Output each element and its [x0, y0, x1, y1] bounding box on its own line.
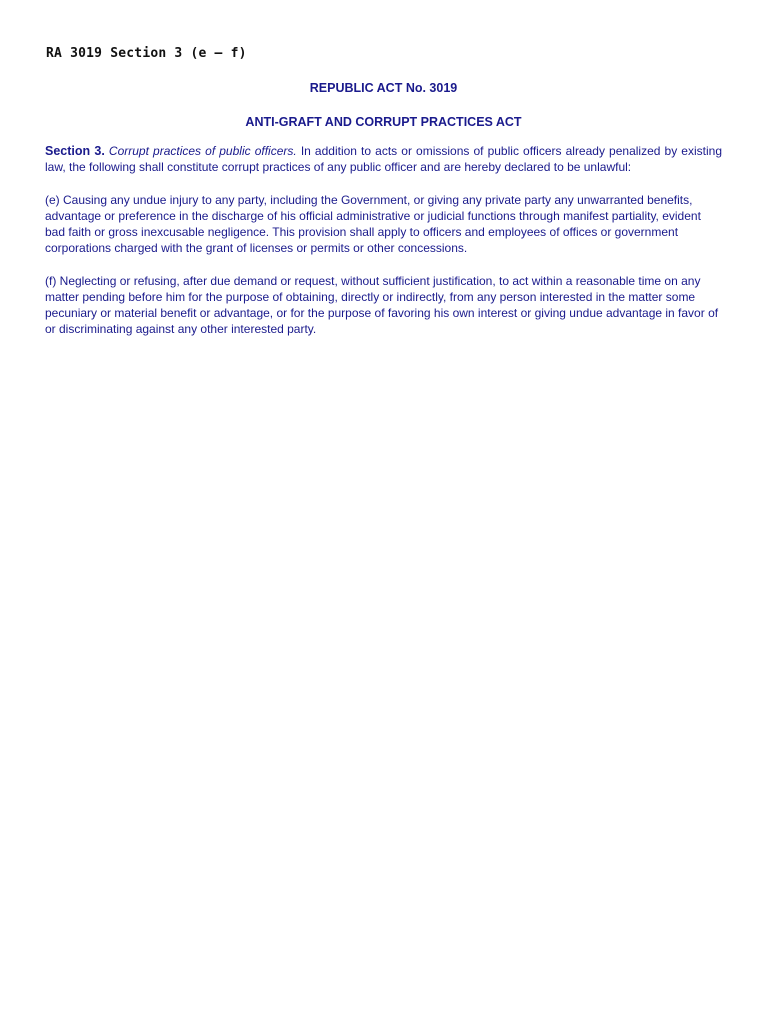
section-intro-text: In addition to acts or omissions of public officers already penalized by existing law, the following shall constitute corrupt practices of any public officer and are hereby declared to be unlawful: — [45, 144, 722, 174]
paragraph-e: (e) Causing any undue injury to any party, including the Government, or giving any private party any unwarranted benefits, advantage or preference in the discharge of his official administrative or judicial functions through manifest partiality, evident bad faith or gross inexcusable negligence. This provision shall apply to officers and employees of offices or government corporations charged with the grant of licenses or permits or other concessions. — [45, 193, 701, 255]
act-subtitle: ANTI-GRAFT AND CORRUPT PRACTICES ACT — [245, 115, 522, 129]
document-reference-header: RA 3019 Section 3 (e – f) — [46, 46, 247, 61]
section-heading: Corrupt practices of public officers. — [108, 144, 297, 158]
paragraph-f: (f) Neglecting or refusing, after due demand or request, without sufficient justification, to act within a reasonable time on any matter pending before him for the purpose of obtaining, directly or indirectly, from any person interested in the matter some pecuniary or material benefit or advantage, or for the purpose of favoring his own interest or giving undue advantage in favor of or discriminating against any other interested party. — [45, 274, 719, 336]
section-label: Section 3. — [45, 144, 105, 158]
document-body — [45, 80, 722, 354]
section-intro-paragraph — [45, 143, 722, 175]
act-title: REPUBLIC ACT No. 3019 — [309, 81, 458, 95]
